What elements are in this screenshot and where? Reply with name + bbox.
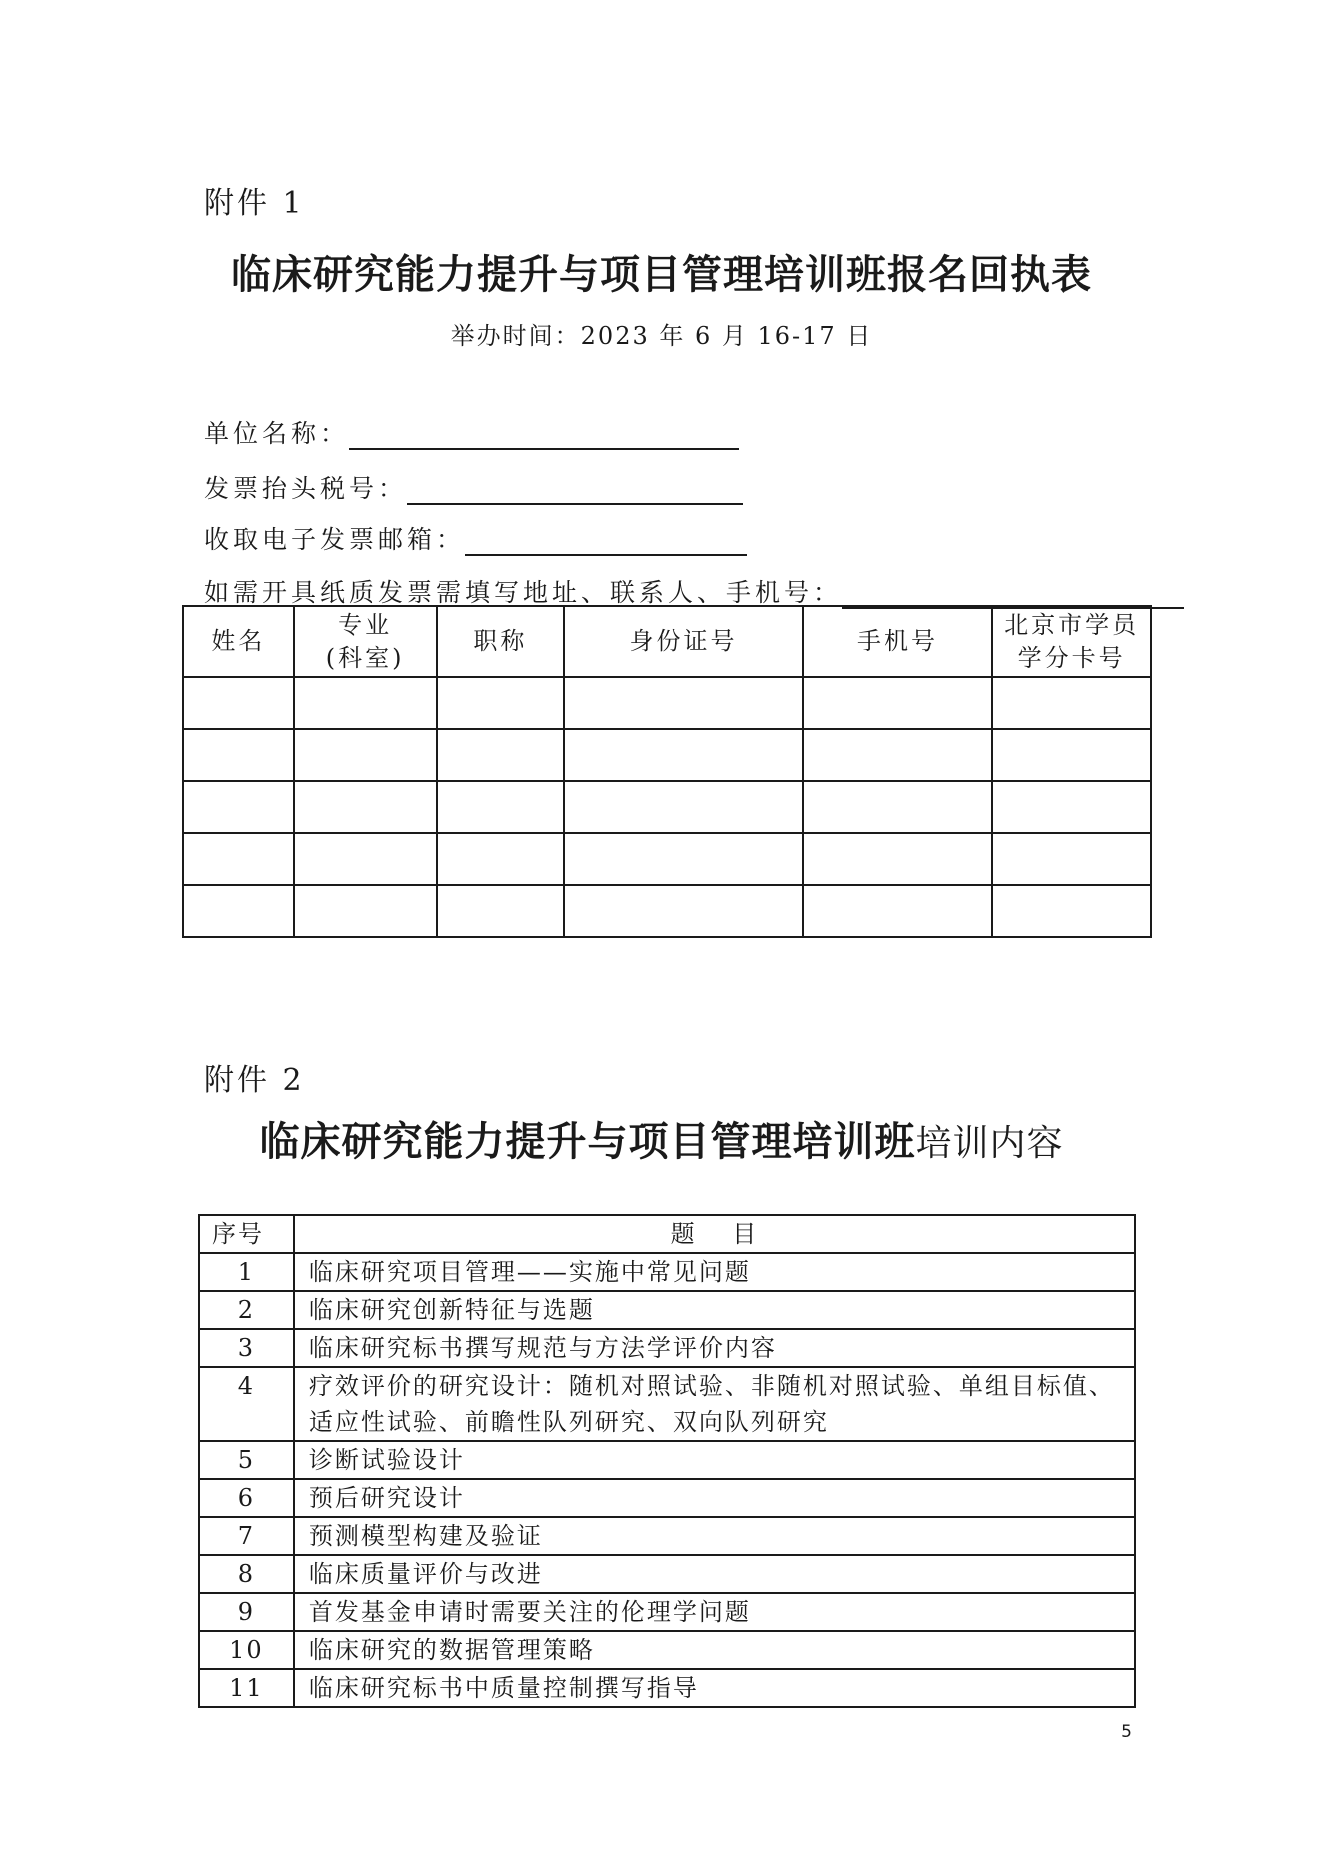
row-number: 10 xyxy=(199,1631,294,1669)
table-row xyxy=(183,833,1151,885)
paper-invoice-field xyxy=(204,573,1184,609)
attachment-1-label: 附件 1 xyxy=(204,186,305,221)
invoice-email-label: 收取电子发票邮箱： xyxy=(204,525,466,554)
invoice-email-blank[interactable] xyxy=(465,528,747,556)
table-row xyxy=(199,1517,1135,1555)
invoice-tax-id-blank[interactable] xyxy=(407,477,743,505)
row-topic: 疗效评价的研究设计：随机对照试验、非随机对照试验、单组目标值、适应性试验、前瞻性队列研究、双向队列研究 xyxy=(294,1367,1135,1441)
invoice-tax-id-label: 发票抬头税号： xyxy=(204,474,408,503)
row-topic: 首发基金申请时需要关注的伦理学问题 xyxy=(294,1593,1135,1631)
row-topic: 临床质量评价与改进 xyxy=(294,1555,1135,1593)
row-number: 7 xyxy=(199,1517,294,1555)
registration-form-title: 临床研究能力提升与项目管理培训班报名回执表 xyxy=(231,252,1092,298)
row-number: 3 xyxy=(199,1329,294,1367)
row-number: 9 xyxy=(199,1593,294,1631)
header-major: 专业 (科室) xyxy=(294,606,437,677)
registration-table xyxy=(182,605,1152,938)
row-topic: 临床研究项目管理——实施中常见问题 xyxy=(294,1253,1135,1291)
unit-name-blank[interactable] xyxy=(349,422,739,450)
row-number: 2 xyxy=(199,1291,294,1329)
table-row xyxy=(199,1329,1135,1367)
header-topic: 题 目 xyxy=(294,1215,1135,1253)
row-topic: 诊断试验设计 xyxy=(294,1441,1135,1479)
row-topic: 临床研究的数据管理策略 xyxy=(294,1631,1135,1669)
training-content-title: 临床研究能力提升与项目管理培训班培训内容 xyxy=(259,1119,1064,1165)
table-row xyxy=(199,1291,1135,1329)
table-row xyxy=(199,1367,1135,1441)
attachment-2-label: 附件 2 xyxy=(204,1063,305,1098)
invoice-tax-id-field xyxy=(204,469,743,505)
row-number: 4 xyxy=(199,1367,294,1441)
event-date: 举办时间：2023 年 6 月 16-17 日 xyxy=(450,322,873,350)
table-row xyxy=(183,729,1151,781)
row-topic: 预测模型构建及验证 xyxy=(294,1517,1135,1555)
row-topic: 临床研究标书中质量控制撰写指导 xyxy=(294,1669,1135,1707)
row-number: 8 xyxy=(199,1555,294,1593)
row-number: 1 xyxy=(199,1253,294,1291)
header-id-number: 身份证号 xyxy=(564,606,802,677)
page-number: 5 xyxy=(1121,1722,1132,1742)
table-row xyxy=(199,1441,1135,1479)
table-row xyxy=(183,885,1151,937)
header-phone: 手机号 xyxy=(803,606,993,677)
table-row xyxy=(199,1631,1135,1669)
paper-invoice-label: 如需开具纸质发票需填写地址、联系人、手机号： xyxy=(204,578,843,607)
registration-table-header xyxy=(183,606,1151,677)
table-row xyxy=(199,1669,1135,1707)
table-row xyxy=(199,1593,1135,1631)
row-number: 6 xyxy=(199,1479,294,1517)
training-content-table xyxy=(198,1214,1136,1708)
header-credit-card: 北京市学员 学分卡号 xyxy=(992,606,1151,677)
row-topic: 临床研究创新特征与选题 xyxy=(294,1291,1135,1329)
row-number: 5 xyxy=(199,1441,294,1479)
header-title: 职称 xyxy=(437,606,565,677)
invoice-email-field xyxy=(204,520,747,556)
row-topic: 预后研究设计 xyxy=(294,1479,1135,1517)
training-table-header xyxy=(199,1215,1135,1253)
table-row xyxy=(183,677,1151,729)
row-topic: 临床研究标书撰写规范与方法学评价内容 xyxy=(294,1329,1135,1367)
table-row xyxy=(199,1479,1135,1517)
row-number: 11 xyxy=(199,1669,294,1707)
header-name: 姓名 xyxy=(183,606,294,677)
table-row xyxy=(199,1555,1135,1593)
unit-name-field xyxy=(204,414,739,450)
table-row xyxy=(183,781,1151,833)
header-seq: 序号 xyxy=(199,1215,294,1253)
unit-name-label: 单位名称： xyxy=(204,419,350,448)
table-row xyxy=(199,1253,1135,1291)
